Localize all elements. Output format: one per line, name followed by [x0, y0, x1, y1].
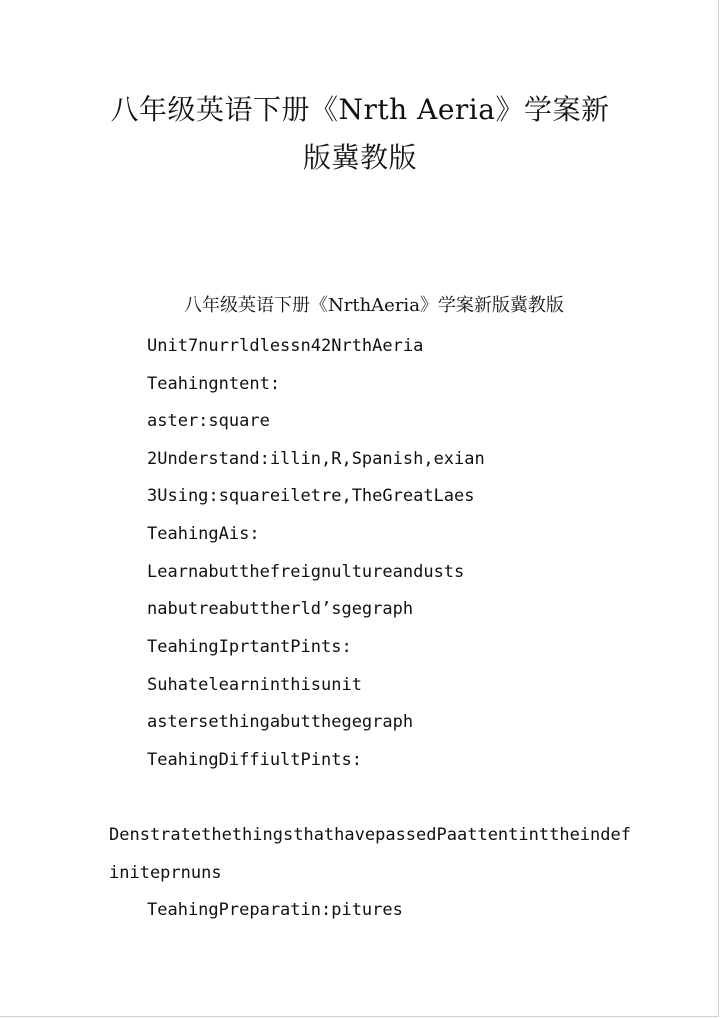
title-line-1: 八年级英语下册《Nrth Aeria》学案新	[110, 93, 610, 126]
text-line: TeahingAis:	[147, 524, 260, 544]
text-line: Unit7nurrldlessn42NrthAeria	[147, 336, 424, 356]
document-subtitle: 八年级英语下册《NrthAeria》学案新版冀教版	[184, 295, 564, 316]
title-line-2: 版冀教版	[302, 141, 417, 174]
text-line: 3Using:squareiletre,TheGreatLaes	[147, 486, 475, 506]
text-line: TeahingDiffiultPints:	[147, 750, 362, 770]
text-line: initeprnuns	[109, 863, 222, 883]
text-line: TeahingPreparatin:pitures	[147, 900, 403, 920]
text-line: Learnabutthefreignultureandusts	[147, 562, 465, 582]
text-line: Suhatelearninthisunit	[147, 675, 362, 695]
text-line: aster:square	[147, 411, 270, 431]
document-title	[60, 86, 660, 182]
text-line: 2Understand:illin,R,Spanish,exian	[147, 449, 485, 469]
text-line: astersethingabutthegegraph	[147, 712, 414, 732]
text-line: DenstratethethingsthathavepassedPaattentinttheindef	[109, 825, 631, 845]
text-line: nabutreabuttherld’sgegraph	[147, 599, 414, 619]
text-line: Teahingntent:	[147, 374, 281, 394]
text-line: TeahingIprtantPints:	[147, 637, 352, 657]
